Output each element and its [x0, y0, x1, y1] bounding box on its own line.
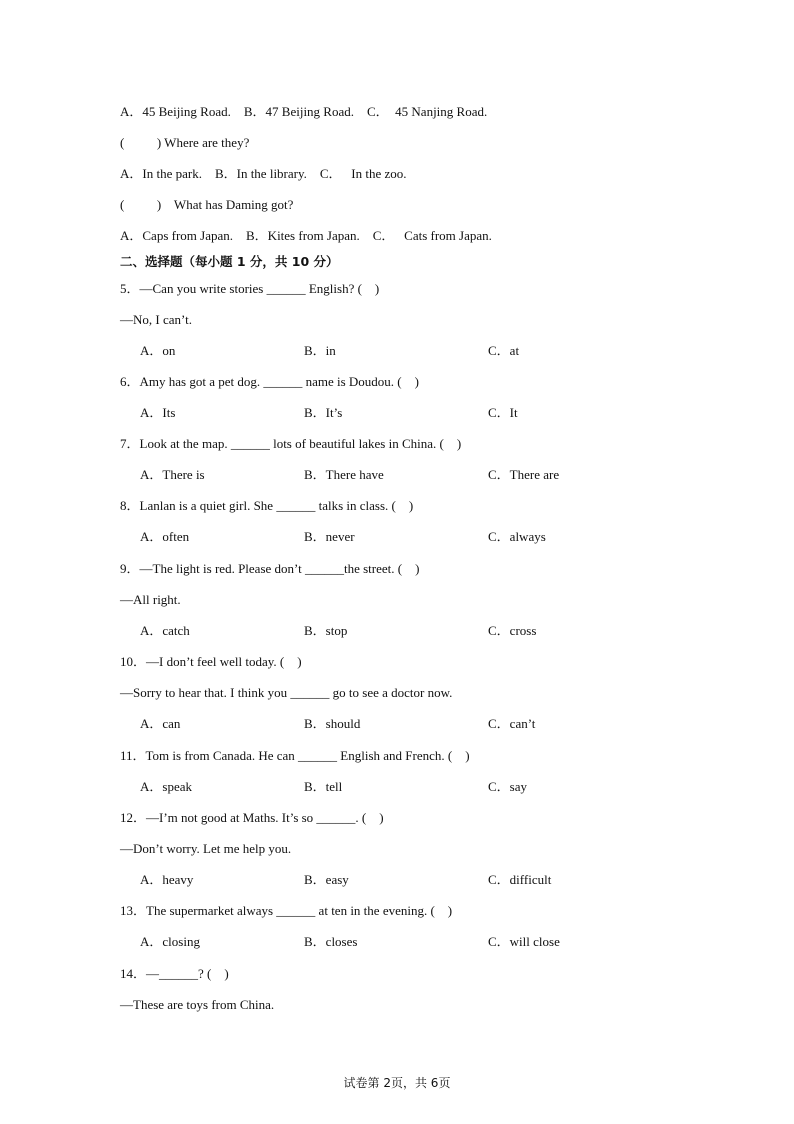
option-b: B．stop [304, 623, 348, 638]
option-b: B．in [304, 343, 336, 358]
question-reply: —Don’t worry. Let me help you. [120, 841, 292, 856]
option-c: C．cross [488, 623, 537, 638]
options-line: A．In the park. B．In the library. C． In the zoo. [120, 166, 407, 181]
option-a: A．Its [140, 405, 176, 420]
question-stem: 8．Lanlan is a quiet girl. She ______ talks in class. ( ) [120, 498, 414, 513]
option-c: C．difficult [488, 872, 552, 887]
question-line: ( ) Where are they? [120, 135, 250, 150]
option-b: B．tell [304, 779, 343, 794]
question-reply: —These are toys from China. [120, 997, 275, 1012]
option-c: C．It [488, 405, 518, 420]
option-c: C．can’t [488, 716, 536, 731]
question-line: ( ) What has Daming got? [120, 197, 294, 212]
section-title: 二、选择题（每小题 1 分，共 10 分） [120, 254, 339, 269]
question-reply: —Sorry to hear that. I think you ______ go to see a doctor now. [120, 685, 453, 700]
question-stem: 7．Look at the map. ______ lots of beautiful lakes in China. ( ) [120, 436, 462, 451]
option-c: C．always [488, 529, 546, 544]
option-b: B．There have [304, 467, 384, 482]
options-line: A．Caps from Japan. B．Kites from Japan. C． Cats from Japan. [120, 228, 492, 243]
question-stem: 6．Amy has got a pet dog. ______ name is Doudou. ( ) [120, 374, 419, 389]
question-stem: 12．—I’m not good at Maths. It’s so ______. ( ) [120, 810, 384, 825]
question-stem: 14．—______? ( ) [120, 966, 229, 981]
option-a: A．speak [140, 779, 192, 794]
options-line: A．45 Beijing Road. B．47 Beijing Road. C． 45 Nanjing Road. [120, 104, 488, 119]
option-a: A．heavy [140, 872, 194, 887]
question-stem: 10．—I don’t feel well today. ( ) [120, 654, 302, 669]
question-reply: —All right. [120, 592, 181, 607]
option-c: C．at [488, 343, 520, 358]
question-stem: 9．—The light is red. Please don’t ______the street. ( ) [120, 561, 420, 576]
option-a: A．catch [140, 623, 190, 638]
option-a: A．closing [140, 934, 200, 949]
option-c: C．will close [488, 934, 560, 949]
option-a: A．on [140, 343, 176, 358]
option-b: B．should [304, 716, 361, 731]
question-stem: 11．Tom is from Canada. He can ______ English and French. ( ) [120, 748, 470, 763]
option-b: B．easy [304, 872, 349, 887]
option-b: B．It’s [304, 405, 343, 420]
option-c: C．There are [488, 467, 560, 482]
option-a: A．can [140, 716, 181, 731]
question-reply: —No, I can’t. [120, 312, 192, 327]
question-stem: 13．The supermarket always ______ at ten in the evening. ( ) [120, 903, 453, 918]
option-a: A．often [140, 529, 190, 544]
option-b: B．never [304, 529, 355, 544]
question-stem: 5．—Can you write stories ______ English? ( ) [120, 281, 380, 296]
option-c: C．say [488, 779, 528, 794]
page-footer: 试卷第 2页，共 6页 [343, 1076, 451, 1090]
option-a: A．There is [140, 467, 205, 482]
option-b: B．closes [304, 934, 358, 949]
